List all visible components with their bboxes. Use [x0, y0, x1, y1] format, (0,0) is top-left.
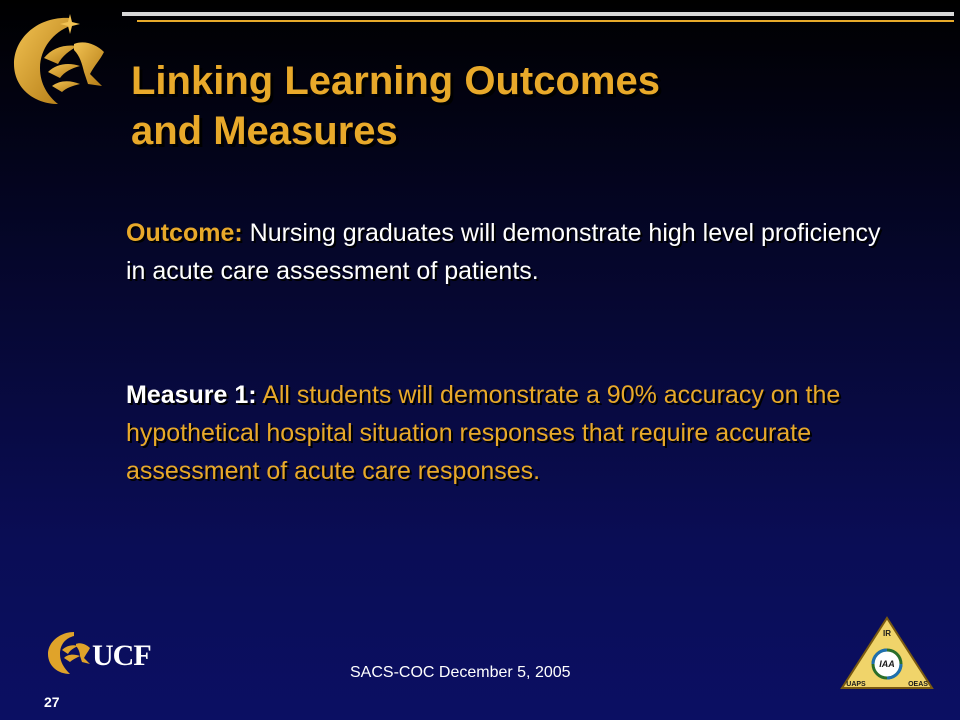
header-rule-gray [122, 12, 954, 16]
page-number: 27 [44, 694, 60, 710]
title-line-2: and Measures [131, 109, 398, 153]
header-rule-gold [137, 20, 954, 22]
iaa-triangle-badge-icon [840, 616, 934, 690]
page-title [131, 56, 891, 156]
ucf-wordmark: UCF [92, 639, 151, 672]
outcome-label: Outcome: [126, 219, 243, 247]
outcome-text: Nursing graduates will demonstrate high level proficiency in acute care assessment of patients. [126, 219, 881, 285]
footer-event-text: SACS-COC December 5, 2005 [350, 664, 571, 681]
badge-right-label: OEAS [908, 681, 928, 688]
measure-paragraph [126, 376, 896, 490]
measure-label: Measure 1: [126, 381, 257, 409]
measure-text: All students will demonstrate a 90% accuracy on the hypothetical hospital situation responses that require accurate assessment of acute care responses. [126, 381, 841, 485]
pegasus-logo-icon [8, 10, 112, 108]
title-line-1: Linking Learning Outcomes [131, 59, 660, 103]
badge-top-label: IR [883, 629, 891, 638]
badge-center-label: IAA [879, 659, 895, 669]
badge-left-label: UAPS [846, 681, 866, 688]
outcome-paragraph [126, 214, 896, 290]
